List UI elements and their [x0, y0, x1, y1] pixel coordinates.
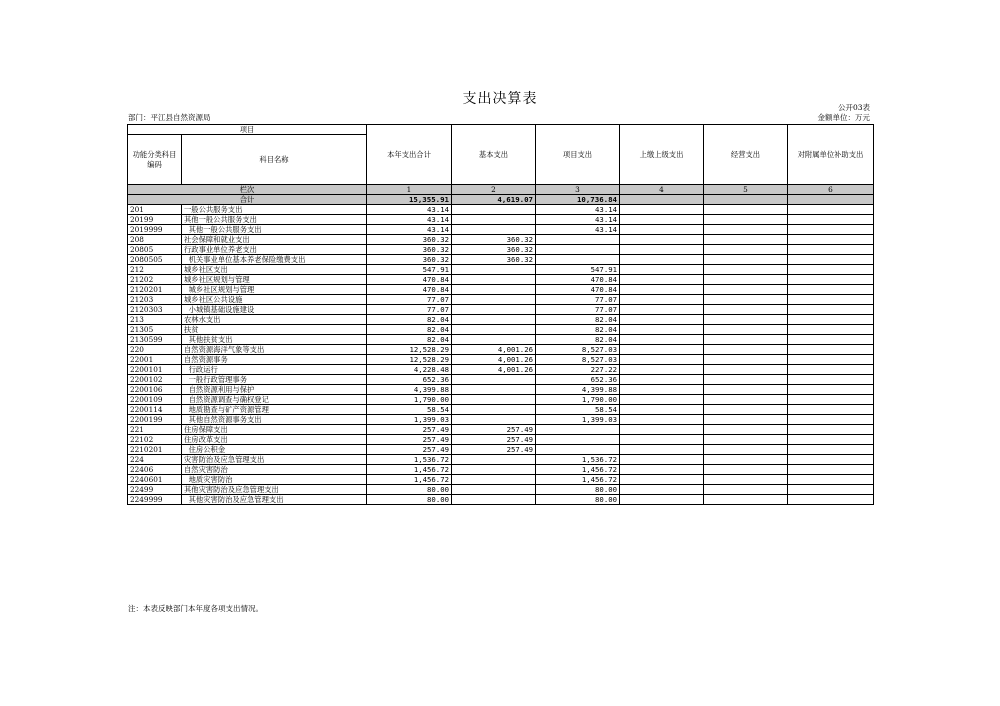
- row-basic: [452, 405, 536, 415]
- row-code: 21305: [128, 325, 182, 335]
- row-business: [704, 225, 788, 235]
- table-row: [128, 485, 874, 495]
- unit-label: 金额单位：万元: [817, 113, 870, 122]
- row-code: 221: [128, 425, 182, 435]
- row-project: 82.04: [536, 335, 620, 345]
- row-total: 257.49: [367, 425, 452, 435]
- row-business: [704, 365, 788, 375]
- column-index-2: 2: [452, 185, 536, 195]
- row-project: 77.07: [536, 295, 620, 305]
- row-upper: [620, 225, 704, 235]
- row-total: 360.32: [367, 235, 452, 245]
- row-upper: [620, 245, 704, 255]
- row-code: 20805: [128, 245, 182, 255]
- row-business: [704, 235, 788, 245]
- row-project: 77.07: [536, 305, 620, 315]
- row-project: 4,399.88: [536, 385, 620, 395]
- table-row: [128, 305, 874, 315]
- row-business: [704, 345, 788, 355]
- column-index-1: 1: [367, 185, 452, 195]
- table-row: [128, 395, 874, 405]
- column-index-4: 4: [620, 185, 704, 195]
- row-total: 12,528.29: [367, 345, 452, 355]
- column-index-3: 3: [536, 185, 620, 195]
- row-name: 一般行政管理事务: [182, 375, 367, 385]
- row-basic: 4,001.26: [452, 355, 536, 365]
- row-name: 其他灾害防治及应急管理支出: [182, 485, 367, 495]
- grand-total-upper: [620, 195, 704, 205]
- row-business: [704, 325, 788, 335]
- expenditure-table: [127, 124, 874, 505]
- row-subsidy: [788, 425, 874, 435]
- row-project: 1,536.72: [536, 455, 620, 465]
- row-project: 43.14: [536, 215, 620, 225]
- row-business: [704, 315, 788, 325]
- department-label: 部门：平江县自然资源局: [128, 113, 211, 122]
- row-code: 22406: [128, 465, 182, 475]
- row-code: 212: [128, 265, 182, 275]
- row-total: 4,399.88: [367, 385, 452, 395]
- row-project: 82.04: [536, 315, 620, 325]
- row-basic: [452, 295, 536, 305]
- row-name: 行政事业单位养老支出: [182, 245, 367, 255]
- row-code: 2200109: [128, 395, 182, 405]
- table-row: [128, 255, 874, 265]
- table-row: [128, 355, 874, 365]
- row-basic: [452, 415, 536, 425]
- table-row: [128, 445, 874, 455]
- row-name: 城乡社区公共设施: [182, 295, 367, 305]
- row-basic: [452, 465, 536, 475]
- table-row: [128, 465, 874, 475]
- row-subsidy: [788, 325, 874, 335]
- row-total: 1,790.00: [367, 395, 452, 405]
- row-name: 城乡社区支出: [182, 265, 367, 275]
- row-total: 12,528.29: [367, 355, 452, 365]
- row-basic: 4,001.26: [452, 365, 536, 375]
- row-basic: 360.32: [452, 235, 536, 245]
- row-business: [704, 205, 788, 215]
- row-subsidy: [788, 385, 874, 395]
- grand-total-business: [704, 195, 788, 205]
- row-upper: [620, 205, 704, 215]
- row-total: 360.32: [367, 255, 452, 265]
- row-name: 机关事业单位基本养老保险缴费支出: [182, 255, 367, 265]
- row-project: 80.00: [536, 485, 620, 495]
- row-business: [704, 465, 788, 475]
- header-business: 经营支出: [704, 125, 788, 185]
- row-upper: [620, 475, 704, 485]
- row-total: 43.14: [367, 215, 452, 225]
- row-business: [704, 265, 788, 275]
- row-subsidy: [788, 285, 874, 295]
- header-basic: 基本支出: [452, 125, 536, 185]
- row-code: 2019999: [128, 225, 182, 235]
- row-upper: [620, 345, 704, 355]
- row-project: 652.36: [536, 375, 620, 385]
- row-upper: [620, 355, 704, 365]
- row-upper: [620, 375, 704, 385]
- row-code: 2210201: [128, 445, 182, 455]
- row-business: [704, 435, 788, 445]
- table-row: [128, 335, 874, 345]
- header-subject-name: 科目名称: [182, 135, 367, 185]
- row-project: 82.04: [536, 325, 620, 335]
- row-subsidy: [788, 475, 874, 485]
- row-total: 547.91: [367, 265, 452, 275]
- row-project: 80.00: [536, 495, 620, 505]
- table-row: [128, 245, 874, 255]
- row-subsidy: [788, 255, 874, 265]
- table-row: [128, 235, 874, 245]
- row-total: 82.04: [367, 315, 452, 325]
- row-upper: [620, 325, 704, 335]
- row-subsidy: [788, 495, 874, 505]
- grand-total-basic: 4,619.07: [452, 195, 536, 205]
- row-upper: [620, 385, 704, 395]
- row-project: 8,527.03: [536, 355, 620, 365]
- row-business: [704, 335, 788, 345]
- row-project: 8,527.03: [536, 345, 620, 355]
- row-name: 地质灾害防治: [182, 475, 367, 485]
- row-total: 470.84: [367, 285, 452, 295]
- row-upper: [620, 465, 704, 475]
- table-row: [128, 205, 874, 215]
- row-basic: 257.49: [452, 435, 536, 445]
- row-upper: [620, 335, 704, 345]
- row-upper: [620, 305, 704, 315]
- row-name: 其他一般公共服务支出: [182, 215, 367, 225]
- row-project: 470.84: [536, 275, 620, 285]
- row-total: 43.14: [367, 225, 452, 235]
- row-basic: [452, 375, 536, 385]
- row-code: 213: [128, 315, 182, 325]
- row-business: [704, 495, 788, 505]
- grand-total-project: 10,736.84: [536, 195, 620, 205]
- row-upper: [620, 235, 704, 245]
- row-business: [704, 375, 788, 385]
- row-basic: [452, 385, 536, 395]
- row-total: 470.84: [367, 275, 452, 285]
- row-basic: [452, 285, 536, 295]
- row-total: 77.07: [367, 295, 452, 305]
- table-row: [128, 295, 874, 305]
- row-project: 227.22: [536, 365, 620, 375]
- table-row: [128, 225, 874, 235]
- row-total: 58.54: [367, 405, 452, 415]
- table-row: [128, 215, 874, 225]
- row-total: 257.49: [367, 445, 452, 455]
- row-business: [704, 415, 788, 425]
- row-upper: [620, 445, 704, 455]
- row-code: 21203: [128, 295, 182, 305]
- table-row: [128, 365, 874, 375]
- row-subsidy: [788, 485, 874, 495]
- row-project: [536, 435, 620, 445]
- table-row: [128, 455, 874, 465]
- form-code: 公开03表: [837, 103, 870, 112]
- row-subsidy: [788, 215, 874, 225]
- column-index-label: 栏次: [128, 185, 367, 195]
- table-row: [128, 275, 874, 285]
- row-project: [536, 245, 620, 255]
- row-basic: [452, 275, 536, 285]
- row-project: [536, 235, 620, 245]
- row-upper: [620, 485, 704, 495]
- row-upper: [620, 365, 704, 375]
- row-project: 58.54: [536, 405, 620, 415]
- row-code: 208: [128, 235, 182, 245]
- row-code: 2200199: [128, 415, 182, 425]
- row-business: [704, 405, 788, 415]
- row-upper: [620, 435, 704, 445]
- row-project: [536, 255, 620, 265]
- row-project: [536, 445, 620, 455]
- row-total: 80.00: [367, 495, 452, 505]
- row-business: [704, 395, 788, 405]
- row-name: 住房保障支出: [182, 425, 367, 435]
- row-subsidy: [788, 365, 874, 375]
- table-row: [128, 435, 874, 445]
- row-upper: [620, 495, 704, 505]
- row-upper: [620, 295, 704, 305]
- row-total: 82.04: [367, 325, 452, 335]
- row-upper: [620, 275, 704, 285]
- grand-total-total: 15,355.91: [367, 195, 452, 205]
- row-project: 1,456.72: [536, 465, 620, 475]
- row-total: 257.49: [367, 435, 452, 445]
- row-name: 一般公共服务支出: [182, 205, 367, 215]
- row-business: [704, 485, 788, 495]
- row-subsidy: [788, 235, 874, 245]
- row-code: 22499: [128, 485, 182, 495]
- row-name: 住房改革支出: [182, 435, 367, 445]
- row-code: 2130599: [128, 335, 182, 345]
- row-code: 2120303: [128, 305, 182, 315]
- row-subsidy: [788, 355, 874, 365]
- row-upper: [620, 415, 704, 425]
- row-name: 其他一般公共服务支出: [182, 225, 367, 235]
- header-project: 项目: [128, 125, 367, 135]
- row-upper: [620, 255, 704, 265]
- row-subsidy: [788, 295, 874, 305]
- row-project: 1,399.03: [536, 415, 620, 425]
- row-upper: [620, 215, 704, 225]
- row-name: 扶贫: [182, 325, 367, 335]
- row-total: 652.36: [367, 375, 452, 385]
- row-upper: [620, 395, 704, 405]
- row-project: 43.14: [536, 225, 620, 235]
- row-basic: 4,001.26: [452, 345, 536, 355]
- row-name: 自然资源调查与确权登记: [182, 395, 367, 405]
- row-basic: [452, 485, 536, 495]
- row-name: 自然资源事务: [182, 355, 367, 365]
- row-project: 1,456.72: [536, 475, 620, 485]
- row-business: [704, 295, 788, 305]
- row-code: 201: [128, 205, 182, 215]
- header-total: 本年支出合计: [367, 125, 452, 185]
- row-total: 1,456.72: [367, 465, 452, 475]
- row-subsidy: [788, 435, 874, 445]
- row-basic: [452, 475, 536, 485]
- row-name: 城乡社区规划与管理: [182, 285, 367, 295]
- row-subsidy: [788, 225, 874, 235]
- row-name: 自然灾害防治: [182, 465, 367, 475]
- row-name: 自然资源利用与保护: [182, 385, 367, 395]
- table-row: [128, 285, 874, 295]
- row-name: 城乡社区规划与管理: [182, 275, 367, 285]
- row-business: [704, 355, 788, 365]
- row-code: 2240601: [128, 475, 182, 485]
- row-subsidy: [788, 455, 874, 465]
- row-code: 21202: [128, 275, 182, 285]
- row-upper: [620, 315, 704, 325]
- row-name: 社会保障和就业支出: [182, 235, 367, 245]
- page-title: 支出决算表: [462, 91, 538, 107]
- row-project: 470.84: [536, 285, 620, 295]
- row-basic: 257.49: [452, 445, 536, 455]
- row-name: 其他灾害防治及应急管理支出: [182, 495, 367, 505]
- row-code: 22102: [128, 435, 182, 445]
- table-row: [128, 265, 874, 275]
- row-subsidy: [788, 395, 874, 405]
- row-upper: [620, 425, 704, 435]
- row-code: 2200106: [128, 385, 182, 395]
- row-basic: [452, 455, 536, 465]
- row-basic: [452, 215, 536, 225]
- row-code: 20199: [128, 215, 182, 225]
- table-row: [128, 425, 874, 435]
- row-basic: [452, 225, 536, 235]
- row-subsidy: [788, 245, 874, 255]
- row-business: [704, 445, 788, 455]
- header-project-expense: 项目支出: [536, 125, 620, 185]
- row-business: [704, 275, 788, 285]
- row-subsidy: [788, 445, 874, 455]
- row-total: 80.00: [367, 485, 452, 495]
- row-code: 224: [128, 455, 182, 465]
- header-subsidy: 对附属单位补助支出: [788, 125, 874, 185]
- row-basic: [452, 315, 536, 325]
- grand-total-label: 合计: [128, 195, 367, 205]
- row-business: [704, 305, 788, 315]
- row-name: 农林水支出: [182, 315, 367, 325]
- table-row: [128, 405, 874, 415]
- table-row: [128, 415, 874, 425]
- table-row: [128, 385, 874, 395]
- row-total: 82.04: [367, 335, 452, 345]
- row-code: 2200102: [128, 375, 182, 385]
- row-business: [704, 385, 788, 395]
- row-name: 地质勘查与矿产资源管理: [182, 405, 367, 415]
- row-basic: [452, 205, 536, 215]
- row-upper: [620, 405, 704, 415]
- table-row: [128, 475, 874, 485]
- row-code: 2080505: [128, 255, 182, 265]
- table-row: [128, 375, 874, 385]
- row-total: 1,399.03: [367, 415, 452, 425]
- row-business: [704, 475, 788, 485]
- row-name: 小城镇基础设施建设: [182, 305, 367, 315]
- row-name: 灾害防治及应急管理支出: [182, 455, 367, 465]
- row-upper: [620, 285, 704, 295]
- table-row: [128, 345, 874, 355]
- row-business: [704, 255, 788, 265]
- row-business: [704, 215, 788, 225]
- row-business: [704, 245, 788, 255]
- grand-total-subsidy: [788, 195, 874, 205]
- row-upper: [620, 455, 704, 465]
- row-basic: [452, 335, 536, 345]
- table-row: [128, 315, 874, 325]
- row-basic: 360.32: [452, 245, 536, 255]
- row-subsidy: [788, 275, 874, 285]
- column-index-5: 5: [704, 185, 788, 195]
- row-subsidy: [788, 415, 874, 425]
- row-upper: [620, 265, 704, 275]
- row-business: [704, 425, 788, 435]
- row-subsidy: [788, 375, 874, 385]
- header-upper: 上缴上级支出: [620, 125, 704, 185]
- row-code: 2200101: [128, 365, 182, 375]
- row-name: 其他自然资源事务支出: [182, 415, 367, 425]
- row-total: 43.14: [367, 205, 452, 215]
- table-row: [128, 495, 874, 505]
- row-name: 住房公积金: [182, 445, 367, 455]
- row-subsidy: [788, 405, 874, 415]
- row-project: [536, 425, 620, 435]
- row-total: 4,228.48: [367, 365, 452, 375]
- row-project: 43.14: [536, 205, 620, 215]
- row-subsidy: [788, 205, 874, 215]
- row-basic: [452, 305, 536, 315]
- row-business: [704, 455, 788, 465]
- row-subsidy: [788, 265, 874, 275]
- row-name: 行政运行: [182, 365, 367, 375]
- column-index-6: 6: [788, 185, 874, 195]
- row-basic: [452, 265, 536, 275]
- row-code: 2200114: [128, 405, 182, 415]
- row-project: 1,790.00: [536, 395, 620, 405]
- row-total: 77.07: [367, 305, 452, 315]
- row-code: 22001: [128, 355, 182, 365]
- footer-note: 注：本表反映部门本年度各项支出情况。: [128, 604, 263, 613]
- row-business: [704, 285, 788, 295]
- row-name: 自然资源海洋气象等支出: [182, 345, 367, 355]
- row-total: 1,536.72: [367, 455, 452, 465]
- row-subsidy: [788, 305, 874, 315]
- row-total: 360.32: [367, 245, 452, 255]
- table-row: [128, 325, 874, 335]
- row-code: 2120201: [128, 285, 182, 295]
- row-subsidy: [788, 335, 874, 345]
- row-project: 547.91: [536, 265, 620, 275]
- row-subsidy: [788, 465, 874, 475]
- row-basic: [452, 325, 536, 335]
- row-subsidy: [788, 315, 874, 325]
- row-code: 220: [128, 345, 182, 355]
- row-basic: 257.49: [452, 425, 536, 435]
- row-name: 其他扶贫支出: [182, 335, 367, 345]
- row-code: 2249999: [128, 495, 182, 505]
- header-func-code: 功能分类科目编码: [128, 135, 182, 185]
- row-subsidy: [788, 345, 874, 355]
- row-basic: [452, 495, 536, 505]
- row-total: 1,456.72: [367, 475, 452, 485]
- row-basic: [452, 395, 536, 405]
- row-basic: 360.32: [452, 255, 536, 265]
